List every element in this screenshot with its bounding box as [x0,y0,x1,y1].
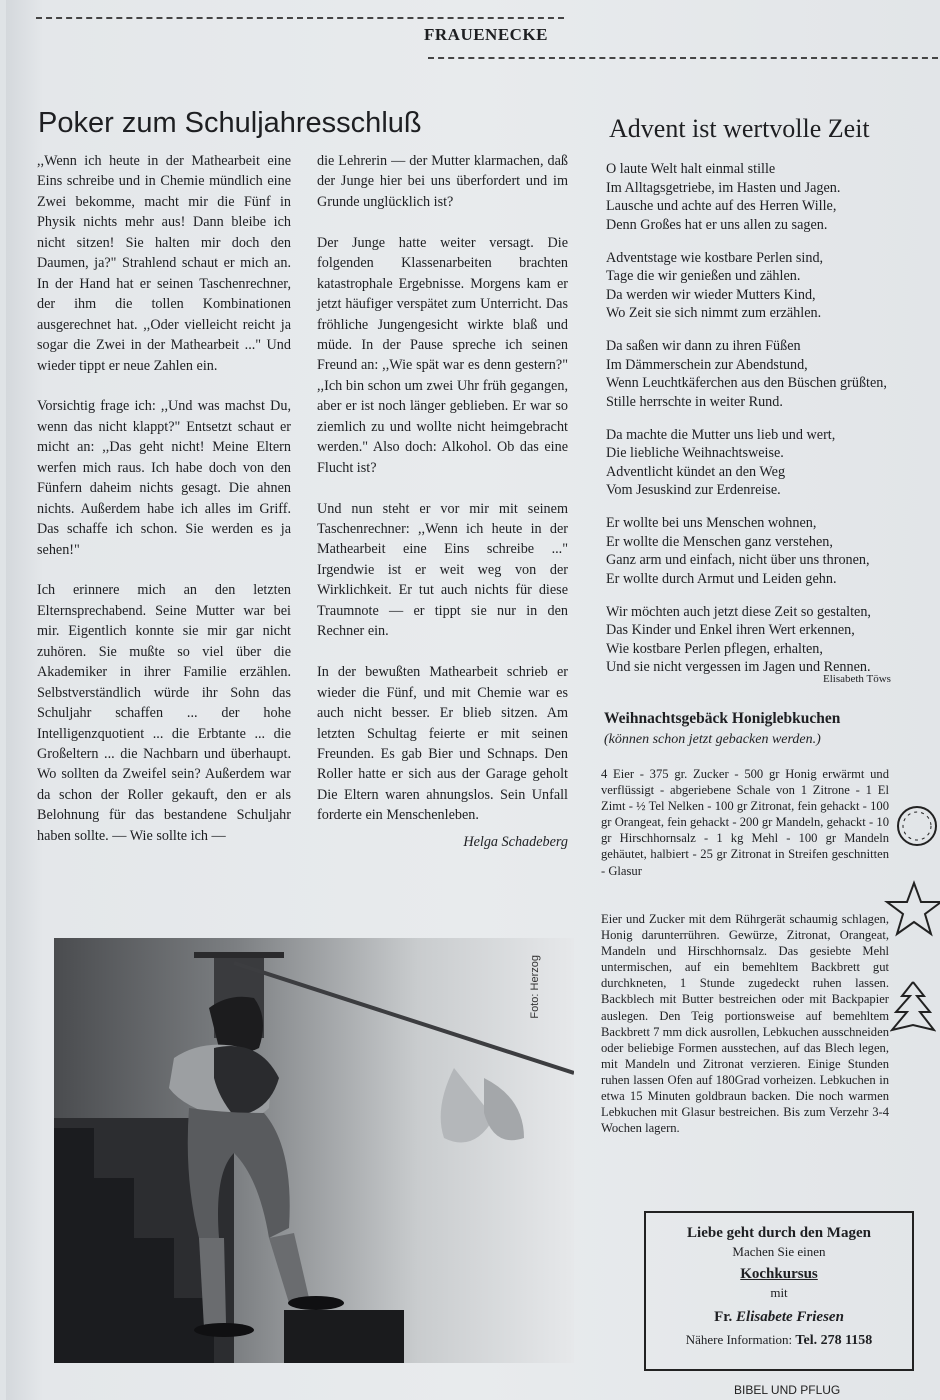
section-header: FRAUENECKE [424,25,549,44]
magazine-page [6,0,940,1400]
poem-line: Wie kostbare Perlen pflegen, erhalten, [606,640,823,657]
poem-line: Denn Großes hat er uns allen zu sagen. [606,216,828,233]
ad-name: Elisabete Friesen [736,1309,844,1325]
ad-with: mit [770,1285,788,1300]
poem-line: Lausche und achte auf des Herren Wille, [606,198,837,214]
poem-stanza [606,160,916,234]
poem-line: Da saßen wir dann zu ihren Füßen [606,338,801,354]
poem-line: Im Dämmerschein zur Abendstund, [606,356,808,373]
article-paragraph: Der Junge hatte weiter versagt. Die folgenden Klassenarbeiten brachten katastrophale Ergebnisse. Morgens kam er jetzt häufiger verspätet zum Unterricht. Das fröhliche Jungengesicht wirkte blaß und müde. In der Pause spreche ich seinen Freund an: ,,Wie spät war es denn gestern?" ,,Ich bin schon um zwei Uhr früh gegangen, aber er ist noch länger geblieben. Er war so ziemlich zu und wollte nicht heimgebracht werden." Also doch: Alkohol. Ob das eine Flucht ist? [317,234,568,476]
recipe-title: Weihnachtsgebäck Honiglebkuchen [604,710,841,727]
article-paragraph: die Lehrerin — der Mutter klarmachen, daß der Junge hier bei uns überfordert und im Grunde unglücklich ist? [317,153,568,210]
ad-phone: Tel. 278 1158 [795,1333,873,1348]
recipe-ingredients: 4 Eier - 375 gr. Zucker - 500 gr Honig erwärmt und verflüssigt - abgeriebene Schale von 1 Zitrone - 1 El Zimt - ½ Tel Nelken - 100 gr Zitronat, fein gehackt - 100 gr Orangeat, fein gehackt - 200 gr Mandeln, gehackt - 10 gr Hirschhornsalz - 1 kg Mehl - 100 gr Mandeln gehäutet, halbiert - 25 gr Zitronat in Streifen geschnitten - Glasur [601,767,889,878]
poem-line: Im Alltagsgetriebe, im Hasten und Jagen. [606,179,841,196]
poem-line: Vom Jesuskind zur Erdenreise. [606,482,781,498]
tree-doodle-icon [890,980,936,1042]
poem-line: Und sie nicht vergessen im Jagen und Rennen. [606,659,871,675]
ad-line: Machen Sie einen [732,1244,826,1259]
photo-credit: Foto: Herzog [529,955,541,1019]
poem-line: Da werden wir wieder Mutters Kind, [606,286,816,303]
poem-line: Adventstage wie kostbare Perlen sind, [606,249,824,266]
poem-author: Elisabeth Töws [823,673,891,685]
poem-stanza [606,337,916,411]
cookie-doodle-icon [894,803,940,849]
article-paragraph: Und nun steht er vor mir mit seinem Taschenrechner: ,,Wenn ich heute in der Mathearbeit eine Eins schreibe ..." Irgendwie ist er weit weg von der Wirklichkeit. Er tut auch nichts für diese Traumnote — er tippt sie nur in den Rechner ein. [317,500,568,640]
poem-line: Adventlicht kündet an den Weg [606,463,786,480]
ad-headline: Liebe geht durch den Magen [687,1225,871,1241]
poem-line: Er wollte durch Armut und Leiden gehn. [606,570,837,587]
poem-line: Stille herrschte in weiter Rund. [606,393,783,410]
article-paragraph: ,,Wenn ich heute in der Mathearbeit eine Eins schreibe und in Chemie mündlich eine Zwei bekomme, macht mir die Fünf in Physik nichts mehr aus! Dann bleibe ich nicht sitzen! Sie halten mir doch den Daumen, ja?" Strahlend schaut er mich an. In der Hand hat er seinen Taschenrechner, der ihm die tollen Kombinationen ausgerechnet hat. ,,Oder vielleicht reicht ja sogar die Zwei in der Mathearbeit ..." Und wieder tippt er neue Zahlen ein. [37,153,291,374]
poem-stanza [606,514,916,588]
poem-line: Tage die wir genießen und zählen. [606,268,801,284]
poem-title: Advent ist wertvolle Zeit [609,114,870,143]
poem-line: Wo Zeit sie sich nimmt zum erzählen. [606,305,822,321]
star-doodle-icon [884,880,940,940]
header-divider [428,57,938,59]
ad-contact-name [646,1309,912,1326]
poem-stanza [606,249,916,323]
article-photo [54,938,574,1363]
ad-info [646,1332,912,1349]
poem-line: Ganz arm und einfach, nicht über uns thronen, [606,552,870,568]
cooking-course-ad [644,1211,914,1371]
recipe-instructions: Eier und Zucker mit dem Rührgerät schaumig schlagen, Honig darunterrühren. Gewürze, Zitronat, Orangeat, Mandeln und Hirschhornsalz. Das gesiebte Mehl untermischen, auf ein bemehltem Backbrett gut durchkneten, 1 Stunde zugedeckt ruhen lassen. Backblech mit Butter bestreichen oder mit Backpapier auslegen. Den Teig portionsweise auf bemehltem Backbrett 7 mm dick ausrollen, Lebkuchen ausschneiden oder beliebige Formen ausstechen, auf das Blech legen, mit Mandeln und Zitronat verzieren. Einige Stunden ruhen lassen Ofen auf 180Grad vorheizen. Lebkuchen in etwa 15 Minuten goldbraun backen. Die noch warmen Lebkuchen mit Glasur bestreichen. Bis zum Verzehr 3-4 Wochen lagern. [601,912,889,1136]
poem-line: Die liebliche Weihnachtsweise. [606,445,784,461]
poem-line: Er wollte bei uns Menschen wohnen, [606,515,817,531]
article-column-2 [317,151,568,852]
article-paragraph: In der bewußten Mathearbeit schrieb er wieder die Fünf, und mit Chemie war es auch nicht besser. Er blieb sitzen. Am letzten Schultag feierte er mit seinen Freunden. Es gab Bier und Schnaps. Den Roller hatte er sich aus der Garage geholt Die Eltern waren ahnungslos. Sein Unfall forderte ein Menschenleben. [317,664,568,824]
article-paragraph: Ich erinnere mich an den letzten Elternsprechabend. Seine Mutter war bei mir. Eigentlich konnte sie mir gar nicht zuhören. Sie mußte so viel über die Akademiker in ihrer Familie erzählen. Selbstverständlich würde ihr Sohn das Schuljahr schaffen ... der hohe Intelligenzquotient ... die Erbtante ... die Großeltern ... die Nachbarn und überhaupt. Wo sollten da Zweifel sein? Außerdem war da schon der Roller gekauft, den er als Belohnung für das bestandene Schuljahr haben sollte. — Wie sollte ich — [37,582,291,844]
poem-stanza [606,426,916,500]
ad-name-prefix: Fr. [714,1309,733,1325]
poem-line: Wir möchten auch jetzt diese Zeit so gestalten, [606,603,871,620]
poem-line: Da machte die Mutter uns lieb und wert, [606,426,836,443]
article-author: Helga Schadeberg [463,833,568,850]
poem-line: Wenn Leuchtkäferchen aus den Büschen grüßten, [606,375,887,391]
article-title: Poker zum Schuljahresschluß [38,107,422,139]
ad-course: Kochkursus [740,1266,818,1282]
poem-body [606,160,916,691]
poem-line: O laute Welt halt einmal stille [606,161,776,177]
poem-line: Das Kinder und Enkel ihren Wert erkennen, [606,622,855,638]
poem-stanza [606,603,916,677]
article-paragraph: Vorsichtig frage ich: ,,Und was machst Du, wenn das nicht klappt?" Entsetzt schaut er micht an: ,,Das geht nicht! Meine Eltern werfen mich raus. Ich habe doch von den Fünfern daheim nichts gesagt. Die ahnen nichts. Außerdem habe ich alles im Griff. Das schaffe ich schon. Sie werden es ja sehen!" [37,398,291,558]
recipe-subtitle: (können schon jetzt gebacken werden.) [604,732,821,747]
footer-publication: BIBEL UND PFLUG [734,1383,841,1397]
article-column-1 [37,151,291,867]
ad-info-label: Nähere Information: [685,1332,793,1347]
top-divider [36,17,564,19]
poem-line: Er wollte die Menschen ganz verstehen, [606,533,833,550]
